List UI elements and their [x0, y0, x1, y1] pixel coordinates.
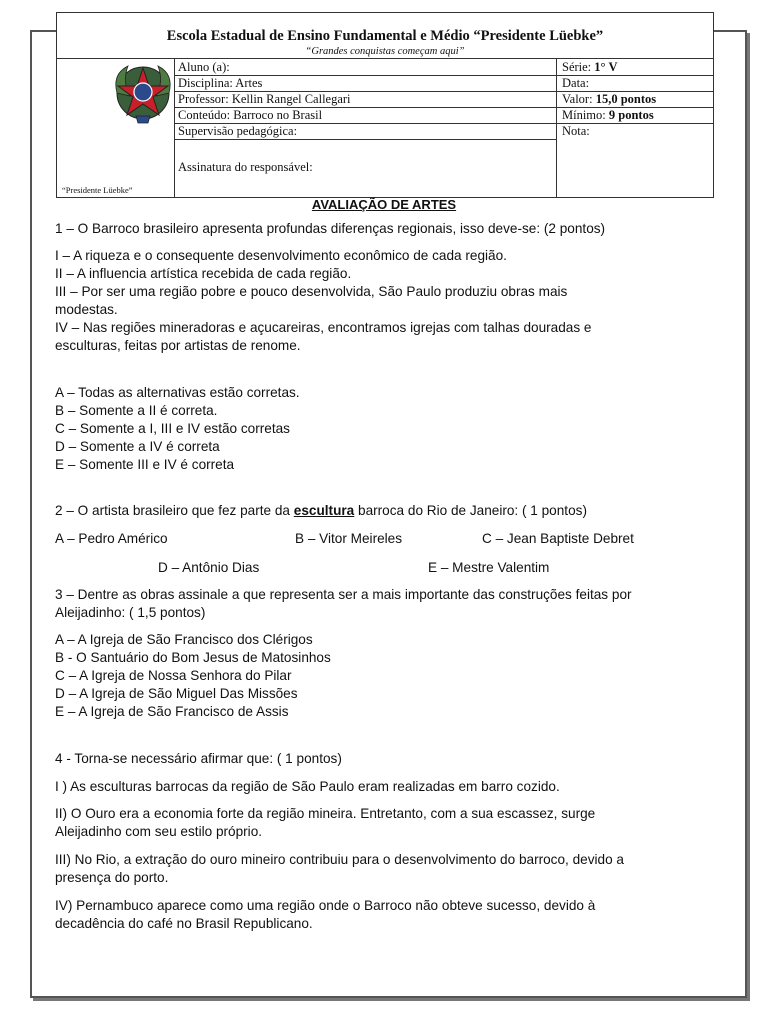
q4-item: III) No Rio, a extração do ouro mineiro contribuiu para o desenvolvimento do barroco, devido a	[55, 852, 624, 867]
valor-label: Valor:	[562, 92, 593, 106]
valor-value: 15,0 pontos	[595, 92, 657, 106]
q2-option-b: B – Vitor Meireles	[295, 531, 403, 546]
q2-option-d: D – Antônio Dias	[158, 560, 260, 575]
q4-item: I ) As esculturas barrocas da região de São Paulo eram realizadas em barro cozido.	[55, 779, 560, 794]
field-disciplina: Disciplina: Artes	[178, 76, 263, 90]
q3-option: C – A Igreja de Nossa Senhora do Pilar	[55, 668, 292, 683]
q1-statement: modestas.	[55, 302, 118, 317]
school-motto: “Grandes conquistas começam aqui”	[305, 46, 465, 57]
school-name: Escola Estadual de Ensino Fundamental e Médio “Presidente Lüebke”	[166, 28, 604, 44]
q1-statement: I – A riqueza e o consequente desenvolvimento econômico de cada região.	[55, 248, 507, 263]
q4-item: II) O Ouro era a economia forte da região mineira. Entretanto, com a sua escassez, surge	[55, 806, 596, 821]
q1-option: A – Todas as alternativas estão corretas.	[55, 385, 300, 400]
q3-option: E – A Igreja de São Francisco de Assis	[55, 704, 289, 719]
field-data: Data:	[562, 76, 590, 90]
q4-item: Aleijadinho com seu estilo próprio.	[55, 824, 263, 839]
row-divider	[174, 139, 556, 140]
q3-option: B - O Santuário do Bom Jesus de Matosinhos	[55, 650, 331, 665]
column-divider	[556, 58, 557, 197]
field-nota: Nota:	[562, 124, 590, 138]
q3-option: A – A Igreja de São Francisco dos Clérigos	[55, 632, 313, 647]
q1-statement: II – A influencia artística recebida de cada região.	[55, 266, 352, 281]
q1-option: E – Somente III e IV é correta	[55, 457, 235, 472]
q4-item: presença do porto.	[55, 870, 169, 885]
field-serie	[562, 60, 617, 75]
q1-statement: IV – Nas regiões mineradoras e açucareiras, encontramos igrejas com talhas douradas e	[55, 320, 592, 335]
serie-value: 1° V	[594, 60, 618, 74]
q1-statement: III – Por ser uma região pobre e pouco desenvolvida, São Paulo produziu obras mais	[55, 284, 568, 299]
q2-option-a: A – Pedro Américo	[55, 531, 168, 546]
q3-option: D – A Igreja de São Miguel Das Missões	[55, 686, 298, 701]
school-crest-icon	[108, 60, 178, 126]
q3-prompt: Aleijadinho: ( 1,5 pontos)	[55, 605, 206, 620]
q2-prompt	[55, 502, 587, 520]
serie-label: Série:	[562, 60, 592, 74]
q4-item: IV) Pernambuco aparece como uma região onde o Barroco não obteve sucesso, devido à	[55, 898, 596, 913]
exam-title: AVALIAÇÃO DE ARTES	[311, 197, 457, 212]
q1-prompt: 1 – O Barroco brasileiro apresenta profundas diferenças regionais, isso deve-se: (2 pontos)	[55, 221, 606, 236]
field-supervisao: Supervisão pedagógica:	[178, 124, 298, 138]
field-conteudo: Conteúdo: Barroco no Brasil	[178, 108, 323, 122]
q2-prompt-end: barroca do Rio de Janeiro: ( 1 pontos)	[354, 503, 587, 518]
field-assinatura: Assinatura do responsável:	[178, 160, 313, 174]
field-minimo	[562, 108, 654, 123]
q2-prompt-start: 2 – O artista brasileiro que fez parte da	[55, 503, 294, 518]
q2-option-e: E – Mestre Valentim	[428, 560, 550, 575]
field-aluno: Aluno (a):	[178, 60, 230, 74]
q2-prompt-emphasis: escultura	[293, 503, 355, 518]
q2-option-c: C – Jean Baptiste Debret	[482, 531, 634, 546]
field-valor	[562, 92, 656, 107]
q1-option: B – Somente a II é correta.	[55, 403, 218, 418]
q1-statement: esculturas, feitas por artistas de renome.	[55, 338, 301, 353]
q4-item: decadência do café no Brasil Republicano.	[55, 916, 313, 931]
minimo-label: Mínimo:	[562, 108, 606, 122]
q3-prompt: 3 – Dentre as obras assinale a que representa ser a mais importante das construções feitas por	[55, 587, 632, 602]
crest-caption: “Presidente Lüebke”	[62, 185, 133, 195]
q1-option: C – Somente a I, III e IV estão corretas	[55, 421, 290, 436]
q4-prompt: 4 - Torna-se necessário afirmar que: ( 1 pontos)	[55, 751, 342, 766]
header-divider	[56, 58, 713, 59]
field-professor: Professor: Kellin Rangel Callegari	[178, 92, 351, 106]
minimo-value: 9 pontos	[608, 108, 654, 122]
q1-option: D – Somente a IV é correta	[55, 439, 220, 454]
